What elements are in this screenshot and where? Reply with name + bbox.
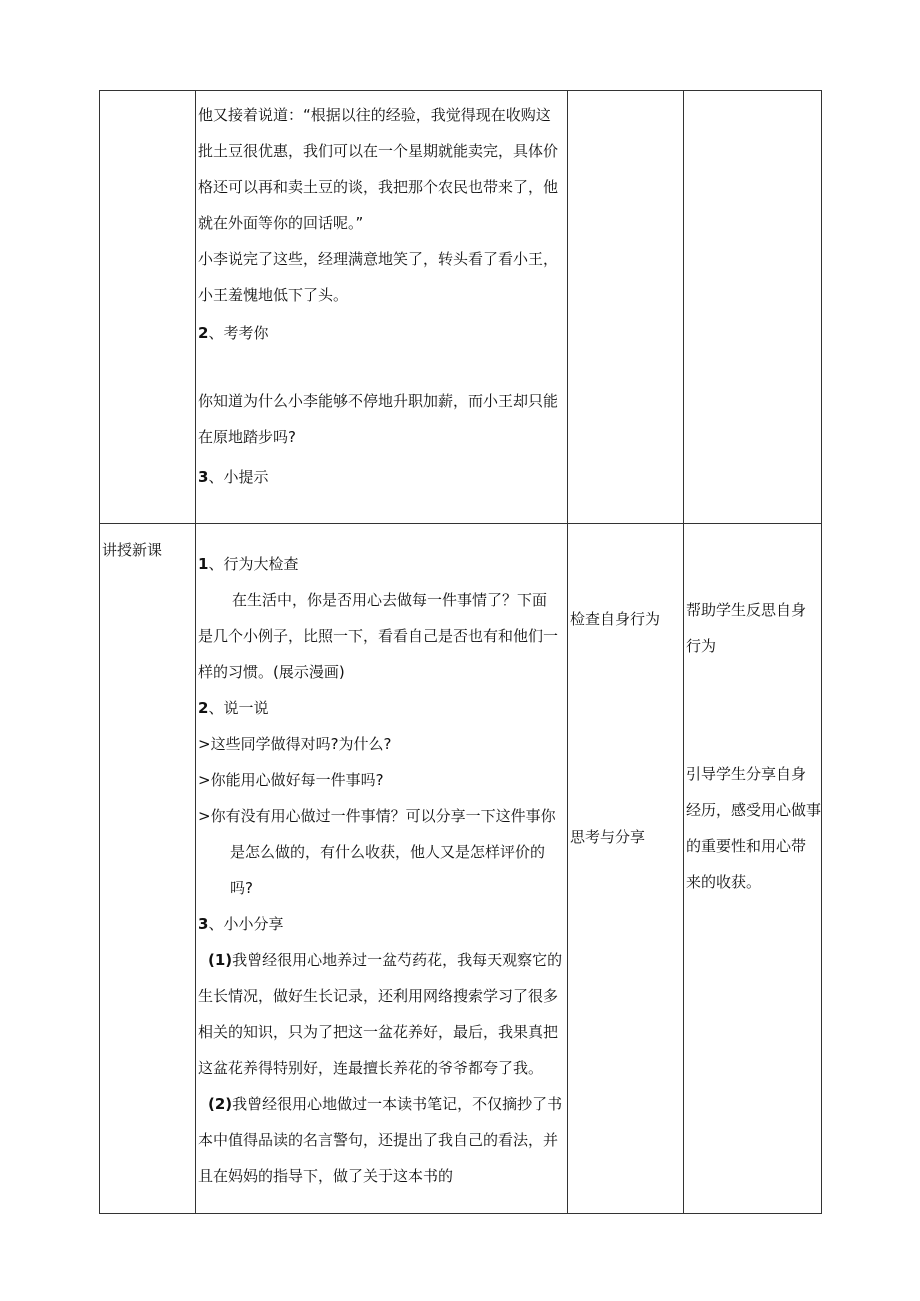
discussion-question: 吗? [230, 879, 253, 897]
share-text: 我曾经很用心地养过一盆芍药花，我每天观察它的 [232, 951, 563, 969]
intent-line: 行为 [686, 637, 717, 655]
story-line: 格还可以再和卖土豆的谈，我把那个农民也带来了，他 [198, 178, 559, 196]
share-number: (2) [208, 1095, 233, 1113]
story-line: 他又接着说道：“根据以往的经验，我觉得现在收购这 [198, 106, 551, 124]
student-activity-cell [568, 524, 684, 1214]
section-title: 、说一说 [208, 699, 269, 717]
question-line: 在原地踏步吗? [198, 428, 296, 446]
discussion-question: >你有没有用心做过一件事情？可以分享一下这件事你 [198, 807, 556, 825]
intent-line: 的重要性和用心带 [686, 837, 807, 855]
intent-line: 引导学生分享自身 [686, 765, 807, 783]
lesson-plan-table [99, 90, 822, 1214]
question-line: 你知道为什么小李能够不停地升职加薪，而小王却只能 [198, 392, 559, 410]
stage-cell [100, 91, 196, 524]
share-number: (1) [208, 951, 233, 969]
section-heading [196, 459, 567, 495]
section-number: 2 [198, 324, 209, 342]
section-number: 3 [198, 915, 209, 933]
student-activity-cell [568, 91, 684, 524]
student-activity: 思考与分享 [570, 828, 646, 846]
section-heading [196, 906, 567, 942]
paragraph-line: 是几个小例子，比照一下，看看自己是否也有和他们一 [198, 627, 559, 645]
table-row [100, 91, 822, 524]
story-line: 小李说完了这些，经理满意地笑了，转头看了看小王， [198, 250, 559, 268]
share-paragraph-line: 这盆花养得特别好，连最擅长养花的爷爷都夸了我。 [198, 1059, 544, 1077]
section-number: 2 [198, 699, 209, 717]
intent-line: 来的收获。 [686, 873, 762, 891]
share-paragraph-line [196, 1086, 567, 1122]
section-title: 、小小分享 [208, 915, 284, 933]
discussion-question: 是怎么做的，有什么收获，他人又是怎样评价的 [230, 843, 546, 861]
story-line: 就在外面等你的回话呢。” [198, 214, 364, 232]
stage-cell [100, 524, 196, 1214]
section-title: 、行为大检查 [208, 555, 299, 573]
share-paragraph-line: 生长情况，做好生长记录，还利用网络搜索学习了很多 [198, 987, 559, 1005]
intent-line: 帮助学生反思自身 [686, 601, 807, 619]
share-paragraph-line [196, 942, 567, 978]
share-text: 我曾经很用心地做过一本读书笔记，不仅摘抄了书 [232, 1095, 563, 1113]
content-cell [196, 524, 568, 1214]
section-title: 、小提示 [208, 468, 269, 486]
stage-label: 讲授新课 [102, 541, 163, 559]
section-number: 3 [198, 468, 209, 486]
section-heading [196, 546, 567, 582]
story-line: 批土豆很优惠，我们可以在一个星期就能卖完，具体价 [198, 142, 559, 160]
design-intent-cell [684, 524, 822, 1214]
share-paragraph-line: 本中值得品读的名言警句，还提出了我自己的看法，并 [198, 1131, 559, 1149]
share-paragraph-line: 且在妈妈的指导下，做了关于这本书的 [198, 1167, 454, 1185]
paragraph-line: 样的习惯。(展示漫画) [198, 663, 345, 681]
student-activity: 检查自身行为 [570, 610, 661, 628]
paragraph-line: 在生活中，你是否用心去做每一件事情了？下面 [232, 591, 548, 609]
story-line: 小王羞愧地低下了头。 [198, 286, 349, 304]
content-cell [196, 91, 568, 524]
section-heading [196, 315, 567, 351]
section-title: 、考考你 [208, 324, 269, 342]
discussion-question: >你能用心做好每一件事吗? [198, 771, 384, 789]
design-intent-cell [684, 91, 822, 524]
section-heading [196, 690, 567, 726]
intent-line: 经历，感受用心做事 [686, 801, 822, 819]
share-paragraph-line: 相关的知识，只为了把这一盆花养好，最后，我果真把 [198, 1023, 559, 1041]
section-number: 1 [198, 555, 209, 573]
table-row [100, 524, 822, 1214]
discussion-question: >这些同学做得对吗?为什么? [198, 735, 392, 753]
